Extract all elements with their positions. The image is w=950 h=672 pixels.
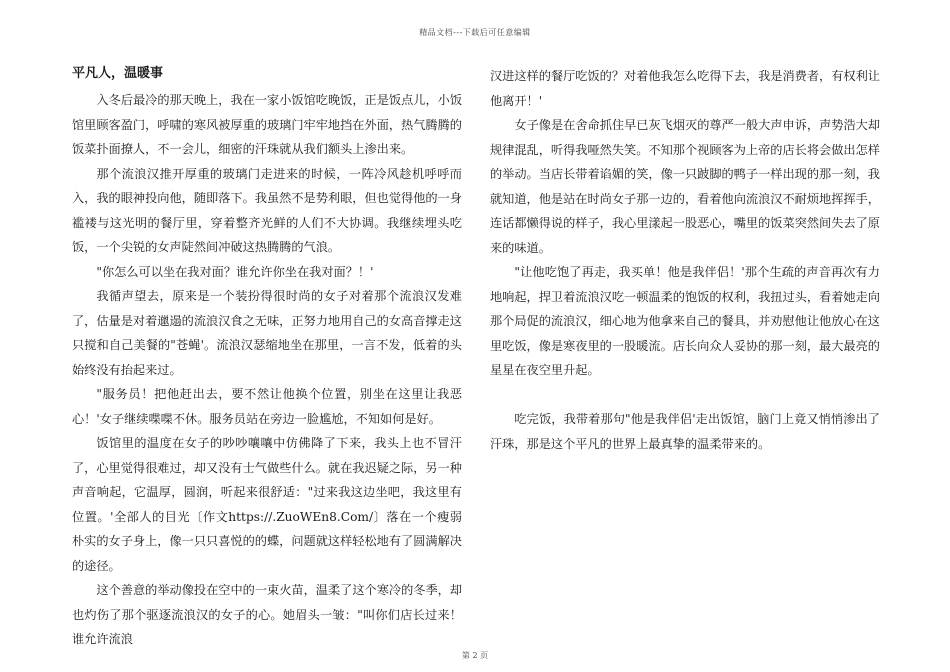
page-number: 第 2 页 bbox=[461, 651, 489, 660]
paragraph: 我循声望去，原来是一个装扮得很时尚的女子对着那个流浪汉发难了，估量是对着邋遢的流浪汉食之无味，正努力地用自己的女高音撑走这只搅和自己美餐的"苍蝇'。流浪汉瑟缩地坐在那里，一言不发，低着的头始终没有抬起来过。 bbox=[72, 289, 462, 377]
paragraph: 汉进这样的餐厅吃饭的？对着他我怎么吃得下去，我是消费者，有权利让他离开！' bbox=[490, 69, 880, 108]
paragraph: "你怎么可以坐在我对面？谁允许你坐在我对面？！' bbox=[96, 264, 374, 279]
paragraph: 入冬后最冷的那天晚上，我在一家小饭馆吃晚饭，正是饭点儿，小饭馆里顾客盈门，呼啸的寒风被厚重的玻璃门牢牢地挡在外面，热气腾腾的饭菜扑面撩人，不一会儿，细密的汗珠就从我们额头上渗出来。 bbox=[72, 93, 463, 156]
paragraph: 那个流浪汉推开厚重的玻璃门走进来的时候，一阵冷风趁机呼呼而入，我的眼神投向他，随即落下。我虽然不是势利眼，但也觉得他的一身褴褛与这光明的餐厅里，穿着整齐光鲜的人们不大协调。我继续埋头吃饭，一个尖锐的女声陡然间冲破这热腾腾的气浪。 bbox=[72, 166, 462, 254]
left-column bbox=[72, 62, 462, 652]
article-title: 平凡人，温暖事 bbox=[72, 66, 164, 81]
paragraph: "让他吃饱了再走，我买单！他是我伴侣！'那个生疏的声音再次有力地响起，捍卫着流浪汉吃一顿温柔的饱饭的权利，我扭过头，看着她走向那个局促的流浪汉，细心地为他拿来自己的餐具，并劝慰他让他放心在这里吃饭，像是寒夜里的一股暖流。店长向众人妥协的那一刻，最大最亮的星星在夜空里升起。 bbox=[490, 265, 880, 377]
paragraph: 吃完饭，我带着那句"他是我伴侣'走出饭馆，脑门上竟又悄悄渗出了汗珠，那是这个平凡的世界上最真挚的温柔带来的。 bbox=[490, 412, 880, 451]
page-header: 精品文档---下载后可任意编辑 bbox=[419, 28, 531, 37]
paragraph: 饭馆里的温度在女子的吵吵嚷嚷中仿佛降了下来，我头上也不冒汗了，心里觉得很难过，却又没有士气做些什么。就在我迟疑之际，另一种声音响起，它温厚，圆润，听起来很舒适："过来我这边坐吧，我这里有位置。'全部人的目光〔作文https://.ZuoWEn8.Com/〕落在一个瘦弱朴实的女子身上，像一只只喜悦的的蝶，问题就这样轻松地有了圆满解决的途径。 bbox=[72, 436, 462, 573]
paragraph-spacer bbox=[490, 383, 880, 408]
paragraph: "服务员！把他赶出去，要不然让他换个位置，别坐在这里让我恶心！'女子继续喋喋不休。服务员站在旁边一脸尴尬，不知如何是好。 bbox=[72, 387, 462, 426]
paragraph: 这个善意的举动像投在空中的一束火苗，温柔了这个寒冷的冬季，却也灼伤了那个驱逐流浪汉的女子的心。她眉头一皱："叫你们店长过来！谁允许流浪 bbox=[72, 583, 463, 646]
right-column bbox=[490, 64, 880, 456]
paragraph: 女子像是在舍命抓住早已灰飞烟灭的尊严一般大声申诉，声势浩大却规律混乱，听得我哑然失笑。不知那个视顾客为上帝的店长将会做出怎样的举动。当店长带着谄媚的笑，像一只跛脚的鸭子一样出现的那一刻，我就知道，他是站在时尚女子那一边的，看着他向流浪汉不耐烦地挥挥手，连话都懒得说的样子，我心里漾起一股恶心，嘴里的饭菜突然间失去了原来的味道。 bbox=[490, 118, 881, 255]
